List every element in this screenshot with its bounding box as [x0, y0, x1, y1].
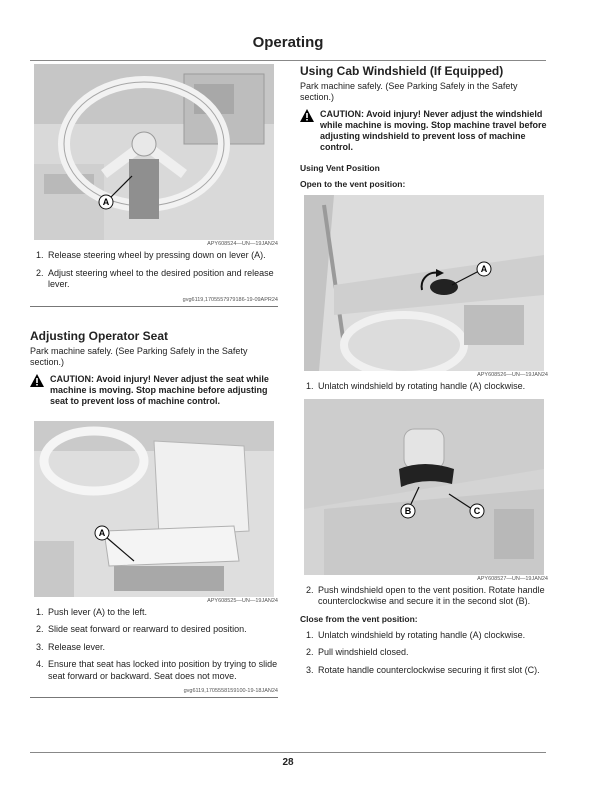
open-steps-1 [300, 381, 548, 393]
right-column [300, 64, 548, 682]
header-rule [30, 60, 546, 61]
caution-text: CAUTION: Avoid injury! Never adjust the seat while machine is moving. Stop machine before adjusting seat to prevent loss of machine control. [50, 373, 269, 406]
warning-icon [30, 374, 44, 387]
list-item: 1. Release steering wheel by pressing down on lever (A). [46, 250, 278, 262]
section-title: Using Cab Windshield (If Equipped) [300, 64, 504, 78]
page-title: Operating [252, 34, 324, 51]
document-id: gvg6119,1705557979186-19-09APR24 [182, 296, 278, 303]
close-steps [300, 630, 548, 677]
list-item: 2. Slide seat forward or rearward to desired position. [46, 624, 278, 636]
subsection-title: Open to the vent position: [300, 179, 406, 189]
open-steps-2 [300, 585, 548, 608]
document-id: gvg6119,1705558159100-19-18JAN24 [183, 688, 278, 694]
callout-b: B [404, 505, 412, 516]
footer-rule [30, 752, 546, 753]
steering-steps [30, 250, 278, 291]
list-item: 3. Release lever. [46, 642, 278, 654]
subsection-title: Using Vent Position [300, 163, 380, 173]
figure-id: APY608526—UN—19JAN24 [477, 372, 548, 378]
list-item: 1. Unlatch windshield by rotating handle (A) clockwise. [316, 630, 548, 642]
callout-c: C [473, 505, 481, 516]
windshield-handle-photo [304, 399, 544, 575]
operator-seat-photo [34, 421, 274, 597]
figure-id: APY608527—UN—19JAN24 [477, 575, 548, 582]
subsection-title: Close from the vent position: [300, 613, 418, 624]
callout-a: A [98, 527, 106, 538]
list-item: 2. Pull windshield closed. [316, 647, 548, 659]
left-column [30, 64, 278, 698]
section-divider [30, 697, 278, 698]
caution-block [30, 374, 278, 407]
list-item: 3. Rotate handle counterclockwise securing it first slot (C). [316, 665, 548, 677]
section-intro: Park machine safely. (See Parking Safely in the Safety section.) [300, 81, 518, 102]
figure-id: APY608524—UN—19JAN24 [207, 241, 278, 247]
warning-icon [300, 109, 314, 122]
list-item: 2. Push windshield open to the vent position. Rotate handle counterclockwise and secure it in the second slot (B). [316, 585, 548, 608]
list-item: 2. Adjust steering wheel to the desired position and release lever. [46, 268, 278, 291]
list-item: 4. Ensure that seat has locked into position by trying to slide seat forward or backward. Seat does not move. [46, 659, 278, 682]
caution-block [300, 109, 548, 153]
windshield-open-photo [304, 195, 544, 371]
caution-text: CAUTION: Avoid injury! Never adjust the windshield while machine is moving. Stop machine travel before adjusting windshield to prevent loss of machine control. [320, 109, 547, 152]
list-item: 1. Unlatch windshield by rotating handle (A) clockwise. [316, 381, 548, 393]
seat-steps [30, 607, 278, 683]
figure-id: APY608525—UN—19JAN24 [207, 597, 278, 604]
section-title: Adjusting Operator Seat [30, 328, 169, 343]
page-number: 28 [282, 757, 294, 768]
steering-wheel-photo [34, 64, 274, 240]
callout-a: A [102, 197, 110, 207]
list-item: 1. Push lever (A) to the left. [46, 607, 278, 619]
section-intro: Park machine safely. (See Parking Safely in the Safety section.) [30, 345, 248, 367]
callout-a: A [480, 264, 488, 274]
